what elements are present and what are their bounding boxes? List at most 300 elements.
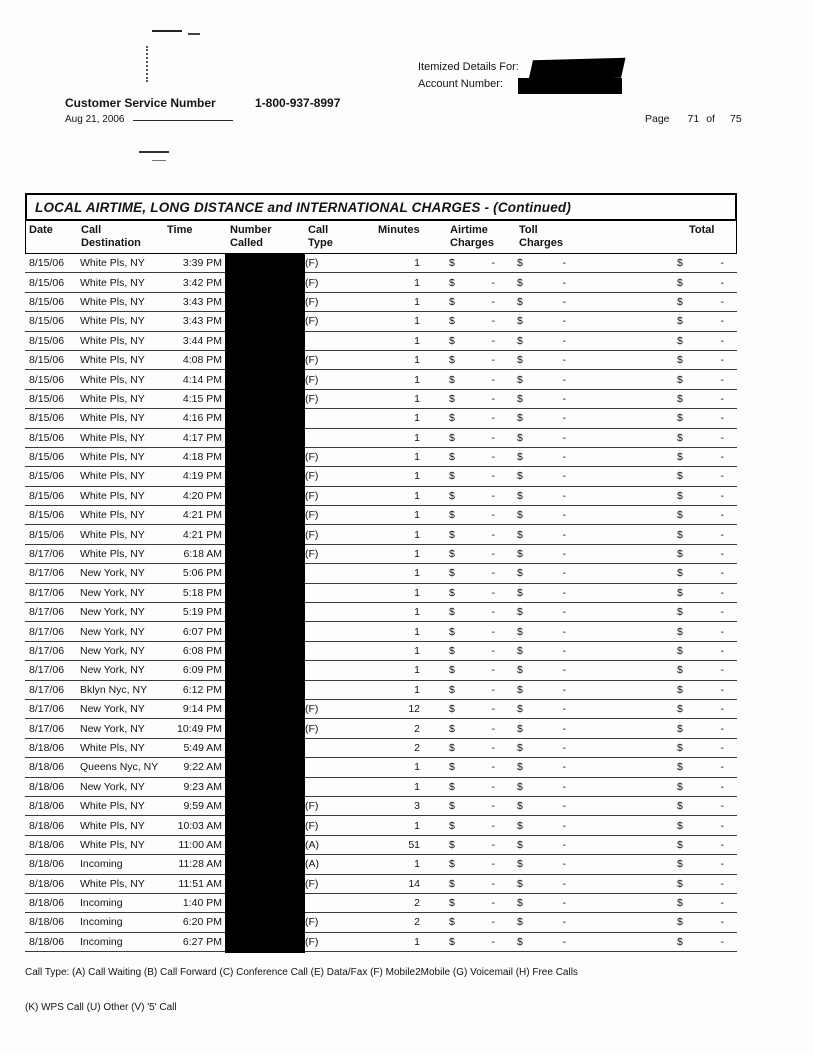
charge-amount: -: [720, 664, 724, 677]
charge-amount: -: [491, 722, 495, 735]
cell-airtime-charges: [428, 781, 503, 793]
charge-amount: -: [491, 586, 495, 599]
cell-call-type: (F): [305, 935, 319, 948]
cell-date: 8/18/06: [29, 780, 65, 793]
charge-amount: -: [562, 257, 566, 270]
cell-time: 11:28 AM: [178, 858, 222, 871]
cell-time: 5:18 PM: [182, 586, 222, 599]
call-record-row: [25, 681, 737, 700]
currency-symbol: $: [517, 897, 523, 910]
cell-airtime-charges: [428, 858, 503, 870]
currency-symbol: $: [517, 315, 523, 328]
charge-amount: -: [562, 295, 566, 308]
cell-destination: White Pls, NY: [80, 489, 145, 502]
cell-toll-charges: [503, 858, 578, 870]
cell-total: [578, 587, 737, 599]
currency-symbol: $: [677, 800, 683, 813]
currency-symbol: $: [677, 315, 683, 328]
table-header-row: [25, 221, 737, 254]
cell-date: 8/18/06: [29, 761, 65, 774]
cell-minutes: 1: [414, 412, 420, 425]
cell-destination: White Pls, NY: [80, 431, 145, 444]
cell-total: [578, 354, 737, 366]
charge-amount: -: [562, 315, 566, 328]
cell-total: [578, 936, 737, 948]
currency-symbol: $: [517, 838, 523, 851]
charge-amount: -: [491, 373, 495, 386]
cell-destination: New York, NY: [80, 645, 145, 657]
cell-date: 8/15/06: [29, 373, 65, 386]
charge-amount: -: [491, 412, 495, 425]
currency-symbol: $: [677, 606, 683, 619]
charge-amount: -: [562, 897, 566, 910]
call-record-row: [25, 506, 737, 525]
column-header-number-called: Number Called: [230, 224, 272, 249]
cell-destination: Bklyn Nyc, NY: [80, 683, 148, 696]
cell-minutes: 2: [414, 722, 420, 735]
call-record-row: [25, 564, 737, 583]
cell-airtime-charges: [428, 916, 503, 928]
call-record-row: [25, 603, 737, 622]
currency-symbol: $: [517, 470, 523, 483]
cell-total: [578, 858, 737, 870]
currency-symbol: $: [449, 800, 455, 813]
charge-amount: -: [491, 858, 495, 871]
cell-time: 4:21 PM: [182, 528, 222, 541]
charge-amount: -: [562, 276, 566, 289]
cell-destination: White Pls, NY: [80, 800, 145, 813]
cell-time: 5:19 PM: [182, 606, 222, 619]
cell-airtime-charges: [428, 897, 503, 909]
currency-symbol: $: [677, 645, 683, 657]
charge-amount: -: [720, 722, 724, 735]
cell-minutes: 1: [414, 606, 420, 619]
cell-airtime-charges: [428, 451, 503, 463]
itemized-details-label: Itemized Details For:: [418, 61, 519, 73]
currency-symbol: $: [677, 780, 683, 793]
cell-minutes: 1: [414, 509, 420, 522]
cell-date: 8/18/06: [29, 838, 65, 851]
cell-call-type: (F): [305, 470, 319, 483]
cell-toll-charges: [503, 839, 578, 851]
cell-toll-charges: [503, 432, 578, 444]
currency-symbol: $: [449, 548, 455, 561]
scan-artifact: [188, 33, 200, 35]
cell-toll-charges: [503, 393, 578, 405]
currency-symbol: $: [677, 916, 683, 929]
column-header-date: Date: [29, 224, 53, 236]
charge-amount: -: [720, 489, 724, 502]
cell-airtime-charges: [428, 354, 503, 366]
cell-toll-charges: [503, 626, 578, 638]
call-record-row: [25, 700, 737, 719]
charge-amount: -: [720, 548, 724, 561]
call-record-row: [25, 293, 737, 312]
charge-amount: -: [720, 373, 724, 386]
cell-toll-charges: [503, 257, 578, 269]
call-record-row: [25, 429, 737, 448]
cell-time: 6:27 PM: [182, 935, 222, 948]
charge-amount: -: [720, 916, 724, 929]
call-record-row: [25, 487, 737, 506]
cell-destination: White Pls, NY: [80, 509, 145, 522]
cell-toll-charges: [503, 664, 578, 676]
call-record-row: [25, 894, 737, 913]
currency-symbol: $: [677, 567, 683, 580]
currency-symbol: $: [449, 470, 455, 483]
cell-minutes: 1: [414, 451, 420, 464]
cell-minutes: 1: [414, 586, 420, 599]
charge-amount: -: [562, 451, 566, 464]
cell-destination: White Pls, NY: [80, 392, 145, 405]
cell-airtime-charges: [428, 412, 503, 424]
charge-amount: -: [491, 392, 495, 405]
call-record-row: [25, 622, 737, 641]
cell-airtime-charges: [428, 587, 503, 599]
cell-time: 3:39 PM: [182, 257, 222, 270]
currency-symbol: $: [677, 586, 683, 599]
cell-toll-charges: [503, 781, 578, 793]
cell-time: 3:43 PM: [182, 295, 222, 308]
currency-symbol: $: [517, 780, 523, 793]
cell-destination: New York, NY: [80, 664, 145, 677]
currency-symbol: $: [677, 683, 683, 696]
charge-amount: -: [562, 780, 566, 793]
currency-symbol: $: [517, 431, 523, 444]
cell-total: [578, 412, 737, 424]
cell-time: 4:17 PM: [182, 431, 222, 444]
cell-destination: White Pls, NY: [80, 295, 145, 308]
charge-amount: -: [562, 935, 566, 948]
cell-airtime-charges: [428, 820, 503, 832]
cell-call-type: (F): [305, 819, 319, 832]
cell-date: 8/15/06: [29, 451, 65, 464]
cell-total: [578, 916, 737, 928]
cell-time: 3:42 PM: [182, 276, 222, 289]
charge-amount: -: [720, 257, 724, 270]
cell-total: [578, 781, 737, 793]
column-header-call-type: Call Type: [308, 224, 333, 249]
page-indicator: [645, 113, 742, 125]
charge-amount: -: [562, 877, 566, 890]
cell-destination: White Pls, NY: [80, 412, 145, 425]
cell-toll-charges: [503, 684, 578, 696]
charge-amount: -: [720, 354, 724, 367]
cell-minutes: 1: [414, 528, 420, 541]
currency-symbol: $: [517, 664, 523, 677]
charge-amount: -: [562, 858, 566, 871]
charge-amount: -: [720, 819, 724, 832]
currency-symbol: $: [517, 645, 523, 657]
currency-symbol: $: [677, 741, 683, 754]
currency-symbol: $: [517, 276, 523, 289]
cell-date: 8/15/06: [29, 412, 65, 425]
cell-date: 8/17/06: [29, 606, 65, 619]
cell-toll-charges: [503, 451, 578, 463]
cell-destination: White Pls, NY: [80, 373, 145, 386]
currency-symbol: $: [517, 257, 523, 270]
currency-symbol: $: [677, 703, 683, 716]
cell-toll-charges: [503, 761, 578, 773]
column-header-airtime-charges: Airtime Charges: [450, 224, 495, 249]
call-record-row: [25, 642, 737, 661]
cell-airtime-charges: [428, 878, 503, 890]
currency-symbol: $: [449, 703, 455, 716]
currency-symbol: $: [449, 780, 455, 793]
charge-amount: -: [562, 683, 566, 696]
currency-symbol: $: [449, 838, 455, 851]
call-record-row: [25, 758, 737, 777]
currency-symbol: $: [517, 625, 523, 638]
currency-symbol: $: [449, 276, 455, 289]
charge-amount: -: [491, 625, 495, 638]
cell-total: [578, 839, 737, 851]
currency-symbol: $: [677, 877, 683, 890]
cell-airtime-charges: [428, 277, 503, 289]
cell-time: 4:14 PM: [182, 373, 222, 386]
charge-amount: -: [491, 800, 495, 813]
charge-amount: -: [491, 897, 495, 910]
charge-amount: -: [491, 451, 495, 464]
currency-symbol: $: [517, 858, 523, 871]
cell-airtime-charges: [428, 723, 503, 735]
call-type-legend-line1: Call Type: (A) Call Waiting (B) Call Forward (C) Conference Call (E) Data/Fax (F) Mobile2Mobile (G) Voicemail (H) Free Calls: [25, 967, 578, 978]
cell-minutes: 2: [414, 897, 420, 910]
charge-amount: -: [720, 703, 724, 716]
charge-amount: -: [491, 935, 495, 948]
cell-time: 11:51 AM: [178, 877, 222, 890]
cell-time: 4:20 PM: [182, 489, 222, 502]
cell-time: 9:14 PM: [182, 703, 222, 716]
cell-minutes: 1: [414, 683, 420, 696]
cell-time: 3:43 PM: [182, 315, 222, 328]
charge-amount: -: [491, 838, 495, 851]
charge-amount: -: [491, 276, 495, 289]
cell-toll-charges: [503, 645, 578, 657]
currency-symbol: $: [449, 897, 455, 910]
currency-symbol: $: [449, 334, 455, 347]
cell-toll-charges: [503, 878, 578, 890]
charge-amount: -: [720, 625, 724, 638]
charge-amount: -: [491, 567, 495, 580]
cell-date: 8/15/06: [29, 315, 65, 328]
cell-time: 4:18 PM: [182, 451, 222, 464]
cell-date: 8/18/06: [29, 800, 65, 813]
cell-date: 8/15/06: [29, 392, 65, 405]
cell-date: 8/15/06: [29, 354, 65, 367]
charge-amount: -: [720, 838, 724, 851]
cell-total: [578, 567, 737, 579]
currency-symbol: $: [449, 877, 455, 890]
charge-amount: -: [562, 567, 566, 580]
cell-date: 8/15/06: [29, 470, 65, 483]
cell-time: 5:06 PM: [182, 567, 222, 580]
call-record-row: [25, 836, 737, 855]
cell-airtime-charges: [428, 703, 503, 715]
cell-date: 8/17/06: [29, 722, 65, 735]
charge-amount: -: [720, 295, 724, 308]
call-record-row: [25, 719, 737, 738]
charge-amount: -: [491, 819, 495, 832]
cell-time: 5:49 AM: [183, 741, 222, 754]
cell-call-type: (F): [305, 877, 319, 890]
charge-amount: -: [562, 489, 566, 502]
call-record-row: [25, 332, 737, 351]
call-record-row: [25, 855, 737, 874]
cell-time: 4:21 PM: [182, 509, 222, 522]
charge-amount: -: [720, 276, 724, 289]
cell-total: [578, 490, 737, 502]
cell-date: 8/15/06: [29, 276, 65, 289]
cell-toll-charges: [503, 800, 578, 812]
cell-total: [578, 742, 737, 754]
charges-table: [25, 193, 737, 952]
currency-symbol: $: [449, 761, 455, 774]
cell-airtime-charges: [428, 257, 503, 269]
currency-symbol: $: [517, 606, 523, 619]
charge-amount: -: [562, 606, 566, 619]
currency-symbol: $: [517, 567, 523, 580]
cell-date: 8/17/06: [29, 683, 65, 696]
charge-amount: -: [562, 625, 566, 638]
cell-call-type: (F): [305, 509, 319, 522]
charge-amount: -: [720, 877, 724, 890]
cell-airtime-charges: [428, 509, 503, 521]
charge-amount: -: [491, 470, 495, 483]
charge-amount: -: [562, 373, 566, 386]
cell-airtime-charges: [428, 742, 503, 754]
cell-call-type: (F): [305, 703, 319, 716]
cell-toll-charges: [503, 820, 578, 832]
cell-minutes: 1: [414, 295, 420, 308]
charge-amount: -: [562, 392, 566, 405]
currency-symbol: $: [517, 800, 523, 813]
charge-amount: -: [720, 897, 724, 910]
currency-symbol: $: [677, 819, 683, 832]
charge-amount: -: [720, 509, 724, 522]
call-record-row: [25, 312, 737, 331]
cell-total: [578, 315, 737, 327]
charge-amount: -: [491, 315, 495, 328]
currency-symbol: $: [517, 354, 523, 367]
currency-symbol: $: [449, 392, 455, 405]
cell-total: [578, 335, 737, 347]
charge-amount: -: [562, 528, 566, 541]
charge-amount: -: [562, 819, 566, 832]
cell-total: [578, 800, 737, 812]
cell-airtime-charges: [428, 761, 503, 773]
cell-total: [578, 703, 737, 715]
cell-total: [578, 684, 737, 696]
cell-toll-charges: [503, 567, 578, 579]
cell-airtime-charges: [428, 645, 503, 657]
call-record-row: [25, 409, 737, 428]
call-record-row: [25, 933, 737, 952]
call-record-row: [25, 797, 737, 816]
redaction-account-number: [518, 78, 622, 94]
cell-destination: Incoming: [80, 858, 123, 871]
currency-symbol: $: [517, 392, 523, 405]
cell-total: [578, 393, 737, 405]
cell-call-type: (F): [305, 276, 319, 289]
cell-toll-charges: [503, 412, 578, 424]
cell-toll-charges: [503, 936, 578, 948]
page-total: 75: [729, 113, 742, 125]
cell-date: 8/18/06: [29, 935, 65, 948]
currency-symbol: $: [677, 528, 683, 541]
cell-toll-charges: [503, 374, 578, 386]
cell-total: [578, 664, 737, 676]
cell-toll-charges: [503, 354, 578, 366]
cell-minutes: 12: [408, 703, 420, 716]
currency-symbol: $: [677, 276, 683, 289]
cell-total: [578, 723, 737, 735]
cell-minutes: 1: [414, 548, 420, 561]
cell-date: 8/15/06: [29, 489, 65, 502]
cell-date: 8/17/06: [29, 548, 65, 561]
cell-minutes: 1: [414, 257, 420, 270]
call-record-row: [25, 370, 737, 389]
currency-symbol: $: [517, 877, 523, 890]
call-record-row: [25, 351, 737, 370]
cell-call-type: (F): [305, 257, 319, 270]
account-number-label: Account Number:: [418, 78, 503, 90]
cell-call-type: (F): [305, 392, 319, 405]
cell-destination: New York, NY: [80, 780, 145, 793]
charge-amount: -: [491, 334, 495, 347]
call-record-row: [25, 661, 737, 680]
cell-date: 8/17/06: [29, 645, 65, 657]
cell-destination: White Pls, NY: [80, 838, 145, 851]
cell-destination: New York, NY: [80, 567, 145, 580]
currency-symbol: $: [677, 897, 683, 910]
cell-toll-charges: [503, 606, 578, 618]
customer-service-label: Customer Service Number: [65, 96, 216, 110]
currency-symbol: $: [449, 373, 455, 386]
scan-artifact: [146, 46, 148, 82]
cell-minutes: 1: [414, 780, 420, 793]
cell-time: 6:20 PM: [182, 916, 222, 929]
currency-symbol: $: [449, 664, 455, 677]
charge-amount: -: [491, 489, 495, 502]
cell-toll-charges: [503, 587, 578, 599]
cell-call-type: (F): [305, 315, 319, 328]
call-record-row: [25, 448, 737, 467]
cell-airtime-charges: [428, 432, 503, 444]
cell-toll-charges: [503, 742, 578, 754]
charge-amount: -: [720, 567, 724, 580]
cell-date: 8/17/06: [29, 567, 65, 580]
column-header-call-destination: Call Destination: [81, 224, 141, 249]
charge-amount: -: [491, 606, 495, 619]
currency-symbol: $: [517, 509, 523, 522]
charge-amount: -: [491, 528, 495, 541]
cell-time: 1:40 PM: [182, 897, 222, 910]
cell-destination: White Pls, NY: [80, 470, 145, 483]
column-header-minutes: Minutes: [378, 224, 420, 236]
currency-symbol: $: [517, 741, 523, 754]
cell-time: 6:08 PM: [182, 645, 222, 657]
cell-total: [578, 529, 737, 541]
cell-total: [578, 432, 737, 444]
charge-amount: -: [562, 761, 566, 774]
cell-airtime-charges: [428, 936, 503, 948]
charge-amount: -: [562, 741, 566, 754]
call-record-row: [25, 875, 737, 894]
currency-symbol: $: [449, 645, 455, 657]
charge-amount: -: [562, 800, 566, 813]
charge-amount: -: [562, 645, 566, 657]
